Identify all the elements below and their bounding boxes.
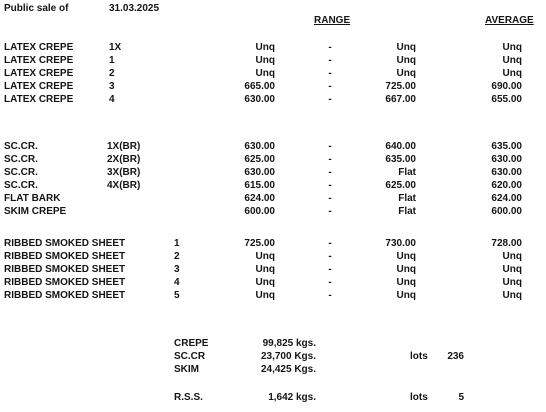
range-low: 625.00	[244, 154, 275, 165]
range-dash: -	[328, 251, 332, 262]
average-price: Unq	[502, 251, 522, 262]
range-high: 625.00	[385, 180, 416, 191]
summary-skim-qty: 24,425 Kgs.	[260, 364, 316, 375]
product-grade: 3	[174, 264, 180, 275]
product-name: SC.CR.	[4, 141, 38, 152]
range-high: Flat	[398, 167, 416, 178]
range-dash: -	[328, 94, 332, 105]
product-name: RIBBED SMOKED SHEET	[4, 277, 126, 288]
product-grade: 3	[109, 81, 115, 92]
range-dash: -	[328, 167, 332, 178]
average-price: 690.00	[491, 81, 522, 92]
summary-sccr-qty: 23,700 Kgs.	[260, 351, 316, 362]
range-heading: RANGE	[314, 15, 351, 26]
average-price: Unq	[502, 55, 522, 66]
range-low: 665.00	[244, 81, 275, 92]
summary-lots-rss: 5	[458, 392, 464, 403]
range-low: Unq	[255, 290, 275, 301]
page-title: Public sale of	[4, 3, 69, 14]
range-low: 600.00	[244, 206, 275, 217]
average-price: Unq	[502, 277, 522, 288]
average-price: 630.00	[491, 167, 522, 178]
summary-lots-label: lots	[410, 351, 428, 362]
range-dash: -	[328, 277, 332, 288]
range-dash: -	[328, 193, 332, 204]
product-name: SC.CR.	[4, 167, 38, 178]
range-high: Unq	[396, 55, 416, 66]
summary-rss-label: R.S.S.	[174, 392, 203, 403]
range-dash: -	[328, 55, 332, 66]
range-high: Flat	[398, 193, 416, 204]
range-dash: -	[328, 238, 332, 249]
product-grade: 1X	[109, 42, 122, 53]
range-low: Unq	[255, 277, 275, 288]
product-grade: 1	[174, 238, 180, 249]
range-high: 730.00	[385, 238, 416, 249]
product-name: LATEX CREPE	[4, 68, 74, 79]
average-price: Unq	[502, 290, 522, 301]
product-grade: 4	[109, 94, 115, 105]
product-grade: 3X(BR)	[107, 167, 141, 178]
range-high: Unq	[396, 264, 416, 275]
summary-crepe-qty: 99,825 kgs.	[262, 338, 316, 349]
range-low: Unq	[255, 264, 275, 275]
summary-crepe-label: CREPE	[174, 338, 209, 349]
range-low: Unq	[255, 68, 275, 79]
range-low: 624.00	[244, 193, 275, 204]
product-grade: 5	[174, 290, 180, 301]
range-low: Unq	[255, 251, 275, 262]
product-name: FLAT BARK	[4, 193, 61, 204]
product-grade: 1X(BR)	[107, 141, 141, 152]
range-high: Unq	[396, 42, 416, 53]
range-high: Unq	[396, 68, 416, 79]
range-high: 635.00	[385, 154, 416, 165]
average-heading: AVERAGE	[485, 15, 534, 26]
range-low: 725.00	[244, 238, 275, 249]
range-dash: -	[328, 68, 332, 79]
range-dash: -	[328, 42, 332, 53]
product-grade: 1	[109, 55, 115, 66]
product-name: RIBBED SMOKED SHEET	[4, 238, 126, 249]
range-low: 630.00	[244, 167, 275, 178]
product-name: RIBBED SMOKED SHEET	[4, 251, 126, 262]
range-high: 667.00	[385, 94, 416, 105]
product-name: LATEX CREPE	[4, 81, 74, 92]
average-price: Unq	[502, 68, 522, 79]
average-price: 655.00	[491, 94, 522, 105]
range-low: Unq	[255, 42, 275, 53]
product-name: SKIM CREPE	[4, 206, 67, 217]
sale-date: 31.03.2025	[109, 3, 160, 14]
average-price: Unq	[502, 42, 522, 53]
product-name: SC.CR.	[4, 180, 38, 191]
range-dash: -	[328, 264, 332, 275]
summary-skim-label: SKIM	[174, 364, 199, 375]
average-price: 728.00	[491, 238, 522, 249]
product-name: LATEX CREPE	[4, 42, 74, 53]
product-name: SC.CR.	[4, 154, 38, 165]
average-price: 620.00	[491, 180, 522, 191]
range-high: Flat	[398, 206, 416, 217]
product-name: LATEX CREPE	[4, 55, 74, 66]
summary-lots-crepe: 236	[447, 351, 464, 362]
range-high: Unq	[396, 251, 416, 262]
range-high: 725.00	[385, 81, 416, 92]
range-low: 630.00	[244, 141, 275, 152]
range-low: 630.00	[244, 94, 275, 105]
average-price: 630.00	[491, 154, 522, 165]
average-price: Unq	[502, 264, 522, 275]
product-name: RIBBED SMOKED SHEET	[4, 290, 126, 301]
average-price: 600.00	[491, 206, 522, 217]
product-name: LATEX CREPE	[4, 94, 74, 105]
summary-rss-qty: 1,642 kgs.	[268, 392, 316, 403]
range-low: 615.00	[244, 180, 275, 191]
range-high: Unq	[396, 277, 416, 288]
range-dash: -	[328, 141, 332, 152]
range-high: 640.00	[385, 141, 416, 152]
range-dash: -	[328, 180, 332, 191]
product-grade: 2X(BR)	[107, 154, 141, 165]
range-dash: -	[328, 206, 332, 217]
range-high: Unq	[396, 290, 416, 301]
summary-lots-label: lots	[410, 392, 428, 403]
average-price: 624.00	[491, 193, 522, 204]
product-grade: 2	[174, 251, 180, 262]
product-grade: 2	[109, 68, 115, 79]
range-dash: -	[328, 154, 332, 165]
summary-sccr-label: SC.CR	[174, 351, 206, 362]
product-name: RIBBED SMOKED SHEET	[4, 264, 126, 275]
range-dash: -	[328, 290, 332, 301]
product-grade: 4	[174, 277, 180, 288]
range-dash: -	[328, 81, 332, 92]
average-price: 635.00	[491, 141, 522, 152]
range-low: Unq	[255, 55, 275, 66]
product-grade: 4X(BR)	[107, 180, 141, 191]
